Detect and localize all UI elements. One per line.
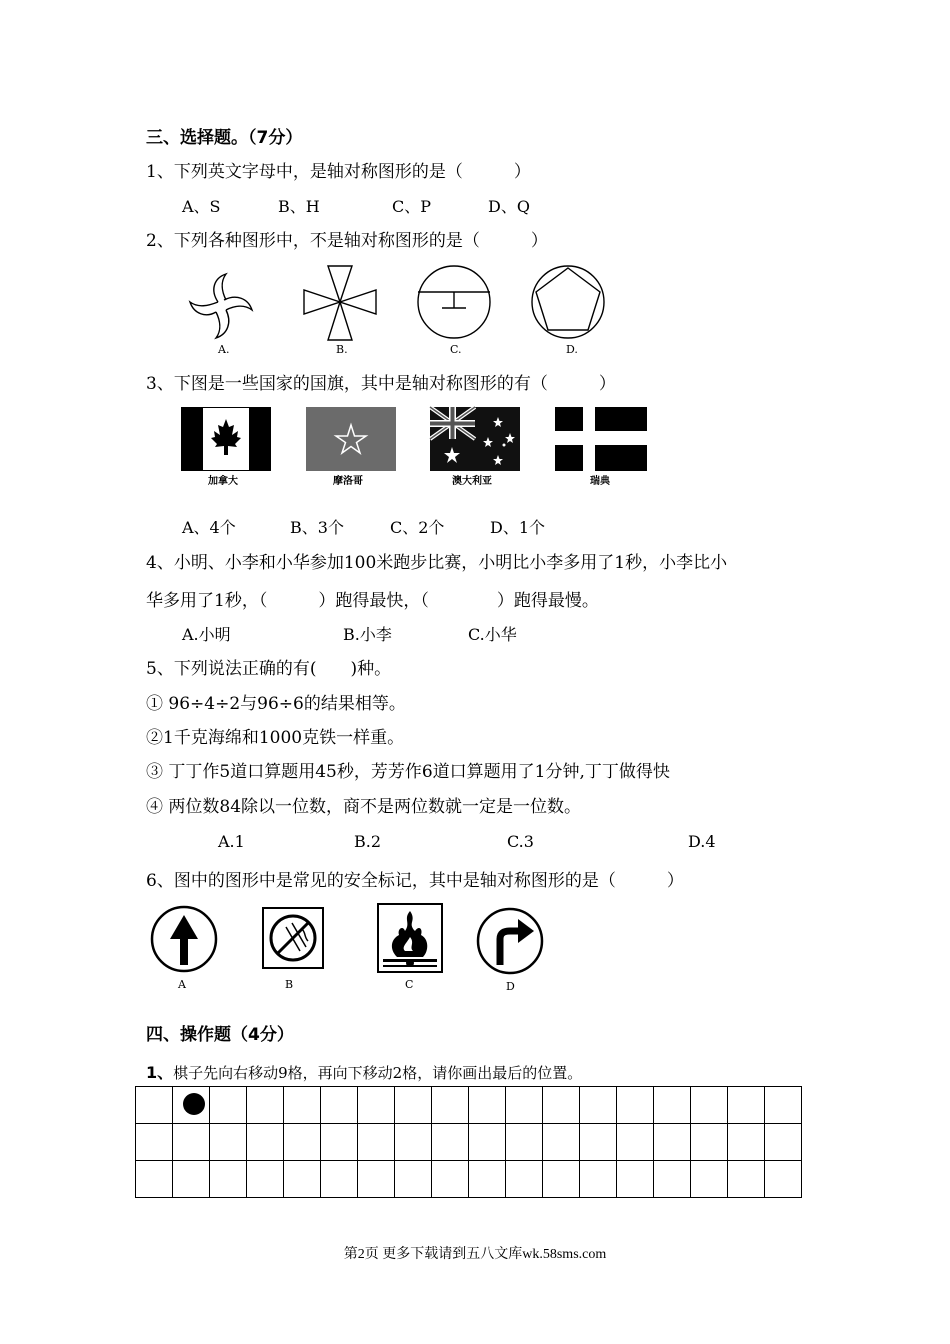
- pinwheel-figure: [180, 270, 260, 342]
- grid-cell[interactable]: [580, 1087, 617, 1124]
- q5-option-d: D.4: [688, 832, 716, 851]
- grid-cell[interactable]: [691, 1161, 728, 1198]
- grid-cell[interactable]: [469, 1087, 506, 1124]
- q5-statement-1: ① 96÷4÷2与96÷6的结果相等。: [146, 694, 406, 714]
- q5-option-b: B.2: [354, 832, 382, 851]
- q5-statement-2: ②1千克海绵和1000克铁一样重。: [146, 728, 405, 748]
- q4-option-a: A.小明: [182, 625, 231, 644]
- flammable-sign: [377, 903, 443, 973]
- canada-flag: [181, 407, 271, 471]
- q2-caption-a: A.: [218, 343, 230, 356]
- grid-cell[interactable]: [728, 1087, 765, 1124]
- s4-q1: [146, 1062, 582, 1084]
- grid-row: [136, 1087, 802, 1124]
- grid-cell[interactable]: [358, 1124, 395, 1161]
- q5-statement-3: ③ 丁丁作5道口算题用45秒，芳芳作6道口算题用了1分钟,丁丁做得快: [146, 762, 670, 782]
- grid-cell[interactable]: [247, 1124, 284, 1161]
- grid-cell[interactable]: [506, 1161, 543, 1198]
- grid-cell[interactable]: [543, 1124, 580, 1161]
- grid-cell[interactable]: [654, 1087, 691, 1124]
- q4-line-1: 4、小明、小李和小华参加100米跑步比赛，小明比小李多用了1秒，小李比小: [146, 553, 728, 573]
- q6-text: 6、图中的图形中是常见的安全标记，其中是轴对称图形的是（ ）: [146, 871, 684, 891]
- pentagon-circle-figure: [530, 264, 606, 340]
- page-footer: 第2页 更多下载请到五八文库wk.58sms.com: [343, 1247, 607, 1262]
- grid-cell[interactable]: [469, 1124, 506, 1161]
- flag-caption-sweden: 瑞典: [590, 476, 610, 487]
- grid-cell[interactable]: [247, 1087, 284, 1124]
- circle-line-figure: [416, 264, 492, 340]
- q5-text: 5、下列说法正确的有( )种。: [146, 659, 392, 679]
- grid-cell[interactable]: [506, 1124, 543, 1161]
- section-3-title: 三、选择题。（7分）: [146, 128, 303, 148]
- q1-option-a: A、S: [182, 197, 221, 216]
- flag-caption-morocco: 摩洛哥: [333, 476, 363, 487]
- grid-cell[interactable]: [173, 1124, 210, 1161]
- grid-cell[interactable]: [654, 1161, 691, 1198]
- grid-cell[interactable]: [691, 1124, 728, 1161]
- morocco-flag: [306, 407, 396, 471]
- q2-caption-d: D.: [566, 343, 578, 356]
- q5-option-a: A.1: [218, 832, 245, 851]
- q2-caption-c: C.: [450, 343, 462, 356]
- grid-cell[interactable]: [173, 1161, 210, 1198]
- grid-cell[interactable]: [136, 1124, 173, 1161]
- grid-cell[interactable]: [469, 1161, 506, 1198]
- grid-cell[interactable]: [432, 1161, 469, 1198]
- grid-cell[interactable]: [136, 1087, 173, 1124]
- grid-cell[interactable]: [580, 1161, 617, 1198]
- grid-cell[interactable]: [321, 1124, 358, 1161]
- grid-cell[interactable]: [321, 1087, 358, 1124]
- right-turn-sign: [476, 907, 544, 975]
- q3-text: 3、下图是一些国家的国旗，其中是轴对称图形的有（ ）: [146, 374, 616, 394]
- grid-cell[interactable]: [765, 1087, 802, 1124]
- grid-cell[interactable]: [617, 1087, 654, 1124]
- grid-cell[interactable]: [136, 1161, 173, 1198]
- grid-cell[interactable]: [395, 1124, 432, 1161]
- q5-option-c: C.3: [507, 832, 534, 851]
- bowtie-figure: [302, 264, 378, 344]
- grid-cell[interactable]: [654, 1124, 691, 1161]
- q4-option-c: C.小华: [468, 625, 517, 644]
- q1-text: 1、下列英文字母中，是轴对称图形的是（ ）: [146, 162, 531, 182]
- grid-cell[interactable]: [321, 1161, 358, 1198]
- q1-option-c: C、P: [392, 197, 432, 216]
- flag-caption-australia: 澳大利亚: [452, 476, 492, 487]
- q4-option-b: B.小李: [343, 625, 392, 644]
- grid-cell[interactable]: [432, 1087, 469, 1124]
- grid-cell[interactable]: [358, 1161, 395, 1198]
- australia-flag: [430, 407, 520, 471]
- grid-cell[interactable]: [432, 1124, 469, 1161]
- s4-q1-number: 1、: [146, 1063, 174, 1082]
- grid-cell[interactable]: [247, 1161, 284, 1198]
- q2-text: 2、下列各种图形中，不是轴对称图形的是（ ）: [146, 231, 548, 251]
- grid-cell[interactable]: [395, 1161, 432, 1198]
- q3-option-a: A、4个: [182, 518, 236, 537]
- up-arrow-sign: [150, 905, 218, 973]
- chess-grid: [135, 1086, 802, 1198]
- q3-option-d: D、1个: [490, 518, 546, 537]
- grid-cell[interactable]: [617, 1161, 654, 1198]
- grid-row: [136, 1124, 802, 1161]
- q6-caption-a: A: [178, 978, 186, 991]
- grid-cell[interactable]: [210, 1161, 247, 1198]
- grid-cell[interactable]: [284, 1161, 321, 1198]
- chess-piece[interactable]: [183, 1093, 205, 1115]
- grid-cell[interactable]: [395, 1087, 432, 1124]
- grid-row: [136, 1161, 802, 1198]
- grid-cell[interactable]: [173, 1087, 210, 1124]
- flag-caption-canada: 加拿大: [208, 476, 238, 487]
- grid-cell[interactable]: [617, 1124, 654, 1161]
- grid-cell[interactable]: [210, 1124, 247, 1161]
- grid-cell[interactable]: [210, 1087, 247, 1124]
- grid-cell[interactable]: [543, 1087, 580, 1124]
- q6-caption-c: C: [405, 978, 414, 991]
- s4-q1-text: 棋子先向右移动9格，再向下移动2格，请你画出最后的位置。: [173, 1064, 583, 1082]
- grid-cell[interactable]: [728, 1124, 765, 1161]
- grid-cell[interactable]: [728, 1161, 765, 1198]
- q2-caption-b: B.: [336, 343, 348, 356]
- grid-cell[interactable]: [765, 1161, 802, 1198]
- no-fire-sign: [262, 907, 324, 969]
- grid-cell[interactable]: [284, 1087, 321, 1124]
- grid-cell[interactable]: [543, 1161, 580, 1198]
- q3-option-b: B、3个: [290, 518, 344, 537]
- section-4-title: 四、操作题（4分）: [146, 1025, 294, 1045]
- q5-statement-4: ④ 两位数84除以一位数，商不是两位数就一定是一位数。: [146, 797, 582, 817]
- sweden-flag: [555, 407, 647, 471]
- grid-cell[interactable]: [691, 1087, 728, 1124]
- q6-caption-b: B: [285, 978, 294, 991]
- grid-cell[interactable]: [358, 1087, 395, 1124]
- grid-cell[interactable]: [580, 1124, 617, 1161]
- grid-cell[interactable]: [765, 1124, 802, 1161]
- grid-cell[interactable]: [284, 1124, 321, 1161]
- q6-caption-d: D: [506, 980, 515, 993]
- q1-option-b: B、H: [278, 197, 320, 216]
- q3-option-c: C、2个: [390, 518, 445, 537]
- q1-option-d: D、Q: [488, 197, 530, 216]
- grid-cell[interactable]: [506, 1087, 543, 1124]
- q4-line-2: 华多用了1秒，（ ）跑得最快，（ ）跑得最慢。: [146, 591, 599, 611]
